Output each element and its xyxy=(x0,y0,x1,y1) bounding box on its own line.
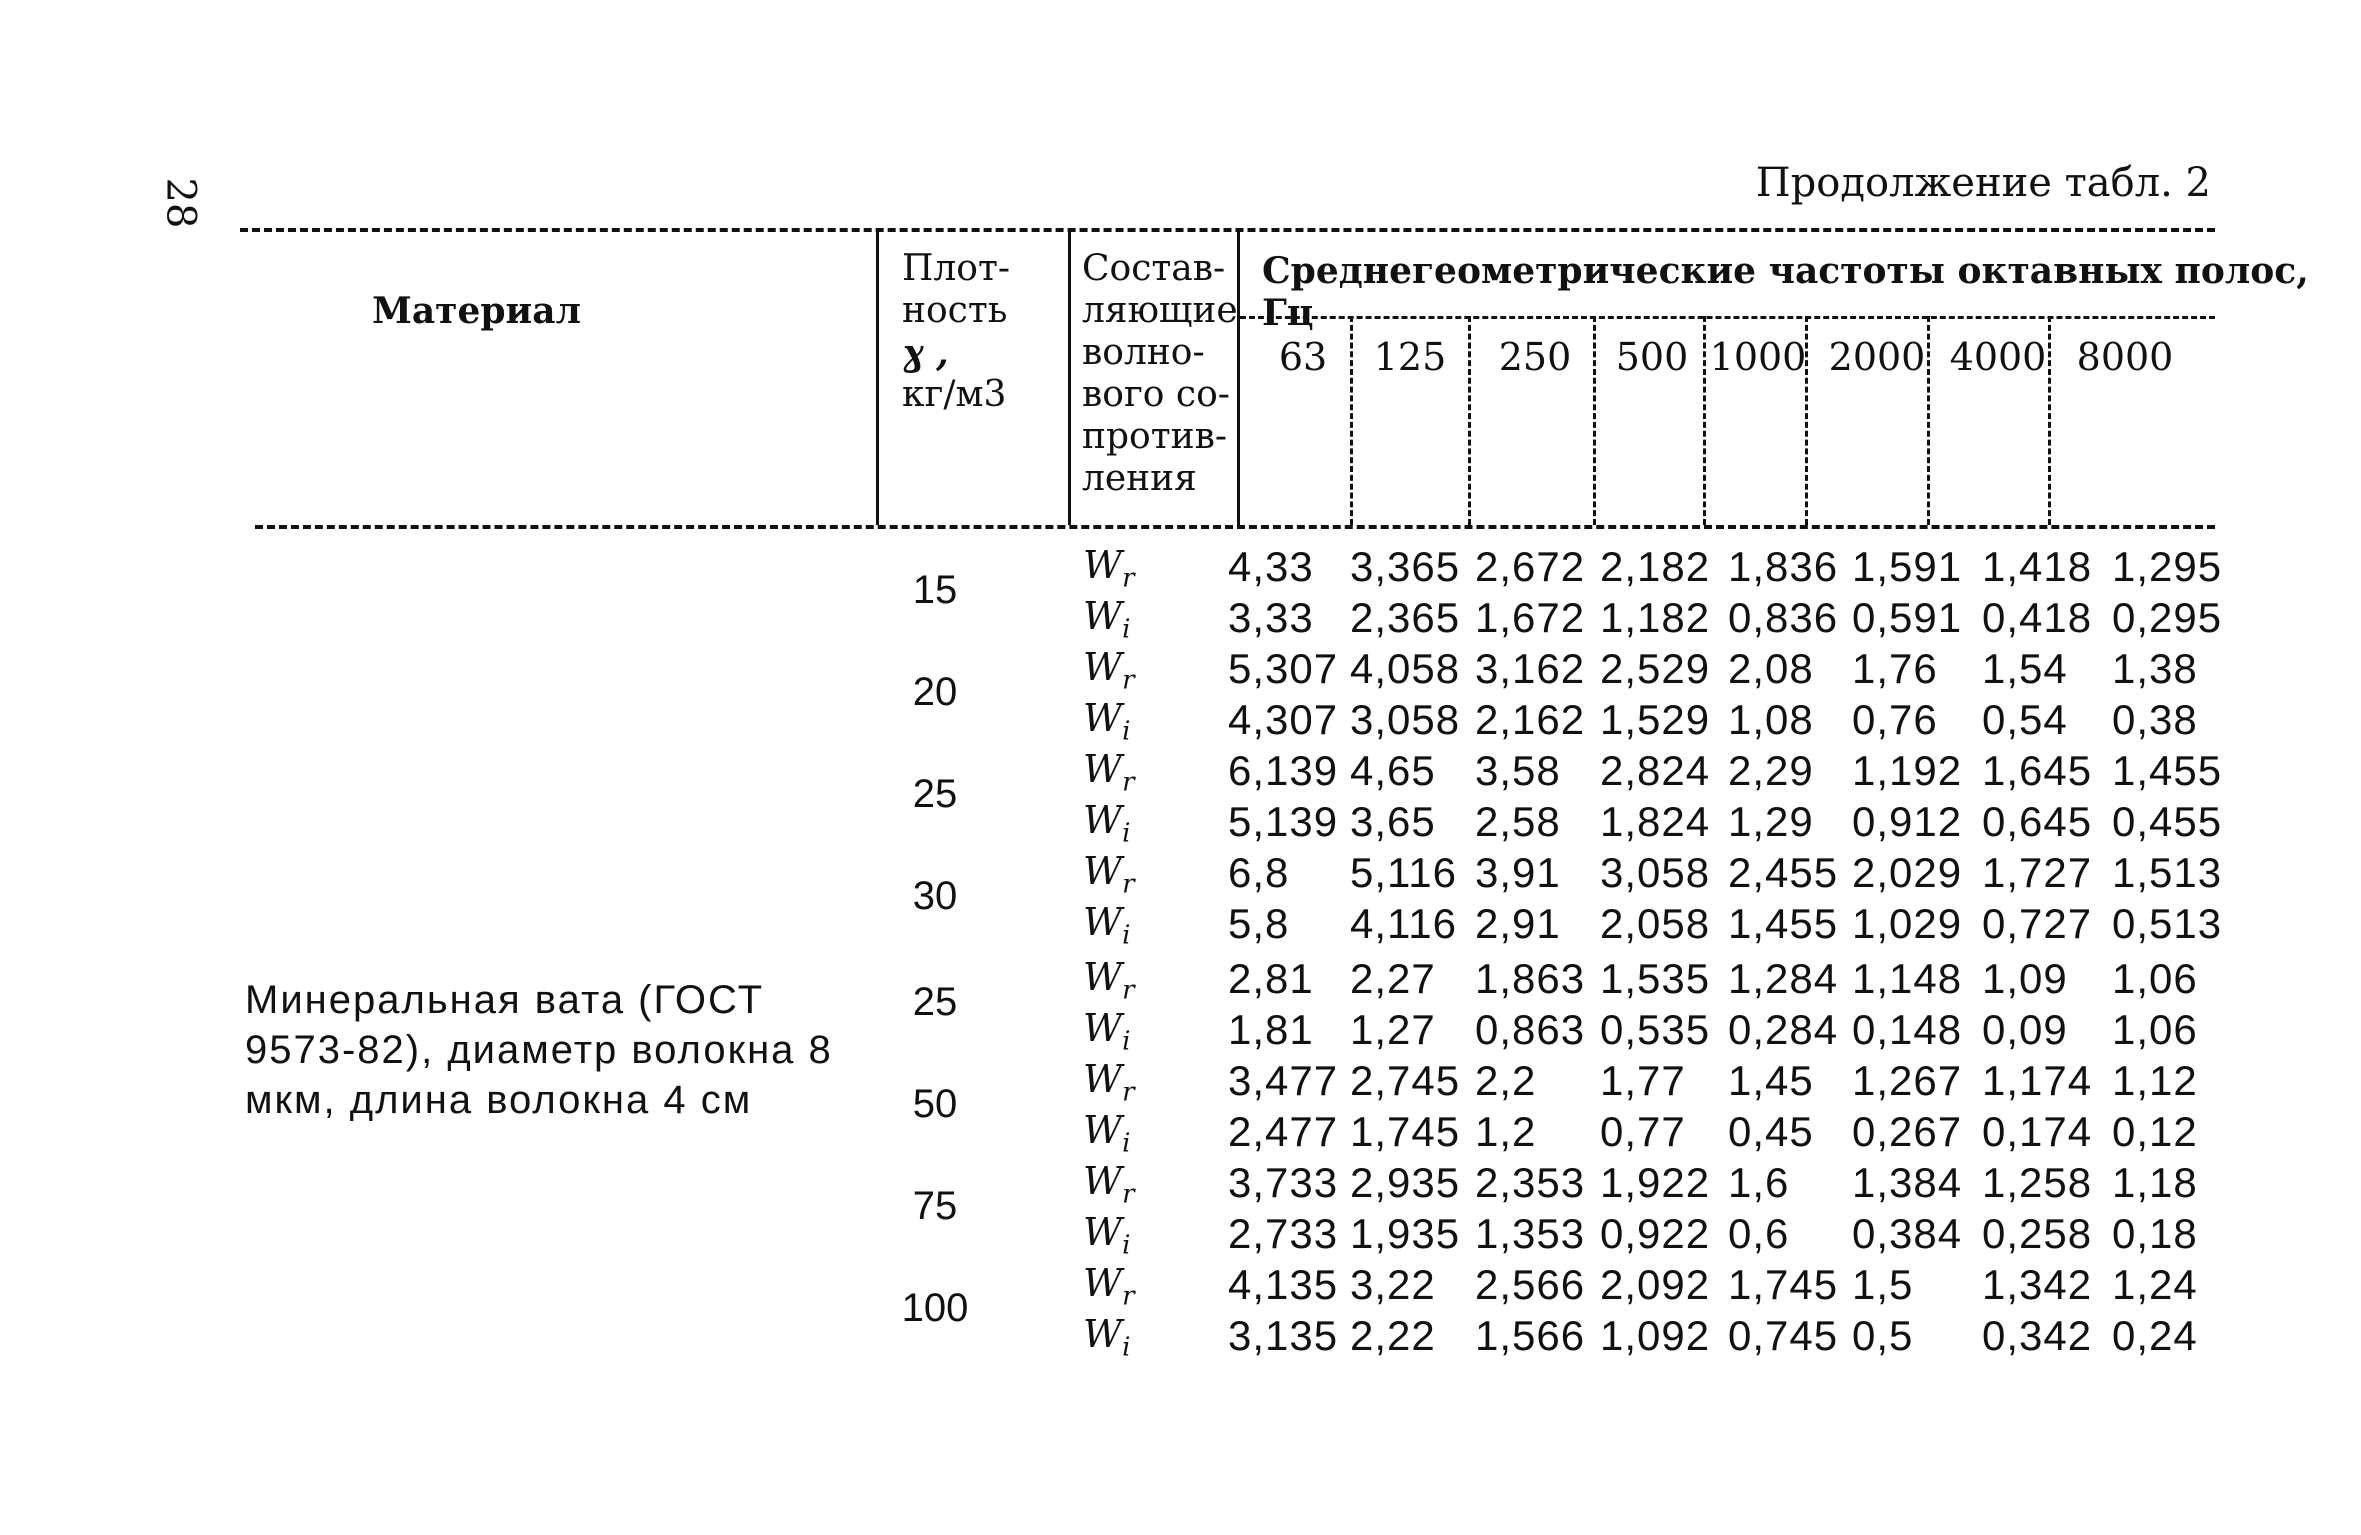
component-wi xyxy=(1083,900,1130,951)
header-component-line: вого со- xyxy=(1082,374,1230,415)
density-value: 20 xyxy=(912,670,958,714)
table-cell-wr: 2,182 xyxy=(1600,543,1711,590)
table-cell-wi: 5,139 xyxy=(1228,798,1339,845)
table-cell-wi: 1,566 xyxy=(1475,1312,1586,1359)
table-cell-wi: 0,591 xyxy=(1852,594,1963,641)
component-symbol: W xyxy=(1083,747,1123,791)
table-cell-wi: 0,513 xyxy=(2112,900,2223,947)
table-cell-wr: 2,529 xyxy=(1600,645,1711,692)
table-cell-wi: 0,12 xyxy=(2112,1108,2198,1155)
component-wr xyxy=(1083,849,1135,900)
component-symbol: W xyxy=(1083,1261,1123,1305)
page-number: 28 xyxy=(157,177,204,229)
table-cell-wr: 1,645 xyxy=(1982,747,2093,794)
header-frequency-group: Среднегеометрические частоты октавных полос, Гц xyxy=(1262,250,2309,334)
table-cell-wr: 1,836 xyxy=(1728,543,1839,590)
table-cell-wr: 2,2 xyxy=(1475,1057,1537,1104)
table-cell-wr: 1,863 xyxy=(1475,955,1586,1002)
component-subscript: r xyxy=(1122,1077,1135,1108)
header-divider-density xyxy=(1068,228,1071,525)
table-cell-wi: 1,672 xyxy=(1475,594,1586,641)
component-symbol: W xyxy=(1083,1006,1123,1050)
table-cell-wr: 1,267 xyxy=(1852,1057,1963,1104)
table-cell-wr: 3,22 xyxy=(1350,1261,1436,1308)
table-cell-wi: 0,148 xyxy=(1852,1006,1963,1053)
table-cell-wr: 2,81 xyxy=(1228,955,1314,1002)
table-cell-wi: 3,65 xyxy=(1350,798,1436,845)
table-cell-wi: 0,836 xyxy=(1728,594,1839,641)
component-wi xyxy=(1083,1210,1130,1261)
table-cell-wi: 2,22 xyxy=(1350,1312,1436,1359)
component-symbol: W xyxy=(1083,900,1123,944)
table-cell-wi: 3,135 xyxy=(1228,1312,1339,1359)
component-wi xyxy=(1083,1108,1130,1159)
component-subscript: r xyxy=(1122,665,1135,696)
table-cell-wi: 1,353 xyxy=(1475,1210,1586,1257)
component-symbol: W xyxy=(1083,1057,1123,1101)
table-cell-wr: 1,342 xyxy=(1982,1261,2093,1308)
density-value: 25 xyxy=(912,772,958,816)
table-cell-wi: 1,029 xyxy=(1852,900,1963,947)
table-cell-wr: 1,174 xyxy=(1982,1057,2093,1104)
component-symbol: W xyxy=(1083,849,1123,893)
freq-4000: 4000 xyxy=(1949,335,2047,379)
component-subscript: i xyxy=(1122,1332,1131,1363)
freq-250: 250 xyxy=(1498,335,1572,379)
component-subscript: r xyxy=(1122,869,1135,900)
component-subscript: i xyxy=(1122,1230,1131,1261)
component-symbol: W xyxy=(1083,645,1123,689)
table-cell-wr: 1,38 xyxy=(2112,645,2198,692)
table-cell-wr: 1,6 xyxy=(1728,1159,1790,1206)
table-cell-wi: 4,116 xyxy=(1350,900,1457,947)
density-value: 30 xyxy=(912,874,958,918)
component-wi xyxy=(1083,798,1130,849)
table-cell-wi: 1,824 xyxy=(1600,798,1711,845)
table-cell-wi: 0,535 xyxy=(1600,1006,1711,1053)
header-density xyxy=(902,248,1062,416)
component-symbol: W xyxy=(1083,1210,1123,1254)
table-cell-wi: 1,2 xyxy=(1475,1108,1537,1155)
freq-63: 63 xyxy=(1278,335,1328,379)
table-cell-wi: 0,45 xyxy=(1728,1108,1814,1155)
table-continuation-label: Продолжение табл. 2 xyxy=(1755,160,2211,206)
component-symbol: W xyxy=(1083,543,1123,587)
component-subscript: r xyxy=(1122,1281,1135,1312)
table-cell-wi: 0,455 xyxy=(2112,798,2223,845)
header-component-line: ления xyxy=(1082,458,1197,499)
component-wr xyxy=(1083,1159,1135,1210)
component-wr xyxy=(1083,1261,1135,1312)
table-cell-wr: 3,058 xyxy=(1600,849,1711,896)
component-wr xyxy=(1083,747,1135,798)
table-cell-wi: 5,8 xyxy=(1228,900,1290,947)
component-wr xyxy=(1083,955,1135,1006)
freq-divider-2 xyxy=(1468,316,1471,525)
component-symbol: W xyxy=(1083,1312,1123,1356)
component-subscript: i xyxy=(1122,1128,1131,1159)
table-cell-wi: 0,38 xyxy=(2112,696,2198,743)
component-symbol: W xyxy=(1083,696,1123,740)
table-cell-wr: 4,33 xyxy=(1228,543,1314,590)
table-cell-wr: 6,8 xyxy=(1228,849,1290,896)
table-cell-wr: 2,029 xyxy=(1852,849,1963,896)
table-cell-wi: 0,295 xyxy=(2112,594,2223,641)
table-cell-wr: 1,54 xyxy=(1982,645,2068,692)
table-cell-wr: 1,18 xyxy=(2112,1159,2198,1206)
component-subscript: i xyxy=(1122,614,1131,645)
component-symbol: W xyxy=(1083,798,1123,842)
header-component-line: волно- xyxy=(1082,332,1205,373)
table-cell-wr: 1,148 xyxy=(1852,955,1963,1002)
table-cell-wr: 2,092 xyxy=(1600,1261,1711,1308)
table-cell-wr: 1,922 xyxy=(1600,1159,1711,1206)
table-cell-wr: 1,418 xyxy=(1982,543,2093,590)
table-cell-wr: 1,535 xyxy=(1600,955,1711,1002)
table-cell-wr: 3,91 xyxy=(1475,849,1561,896)
header-density-line: ɣ , xyxy=(902,332,949,374)
table-cell-wi: 0,384 xyxy=(1852,1210,1963,1257)
table-cell-wr: 1,09 xyxy=(1982,955,2068,1002)
table-cell-wi: 0,174 xyxy=(1982,1108,2093,1155)
component-wi xyxy=(1083,1006,1130,1057)
table-cell-wr: 2,08 xyxy=(1728,645,1814,692)
freq-125: 125 xyxy=(1373,335,1447,379)
component-wr xyxy=(1083,543,1135,594)
table-cell-wr: 3,365 xyxy=(1350,543,1461,590)
table-cell-wr: 6,139 xyxy=(1228,747,1339,794)
header-component xyxy=(1082,248,1242,500)
component-wi xyxy=(1083,594,1130,645)
table-cell-wi: 1,092 xyxy=(1600,1312,1711,1359)
table-cell-wr: 1,06 xyxy=(2112,955,2198,1002)
table-cell-wr: 3,733 xyxy=(1228,1159,1339,1206)
header-component-line: Состав- xyxy=(1082,248,1226,289)
table-cell-wr: 1,5 xyxy=(1852,1261,1914,1308)
table-cell-wr: 1,295 xyxy=(2112,543,2223,590)
table-cell-wr: 4,135 xyxy=(1228,1261,1339,1308)
table-cell-wr: 1,258 xyxy=(1982,1159,2093,1206)
table-cell-wi: 0,267 xyxy=(1852,1108,1963,1155)
table-cell-wi: 0,745 xyxy=(1728,1312,1839,1359)
table-cell-wi: 2,733 xyxy=(1228,1210,1339,1257)
table-cell-wr: 1,745 xyxy=(1728,1261,1839,1308)
table-cell-wr: 1,384 xyxy=(1852,1159,1963,1206)
table-cell-wi: 1,27 xyxy=(1350,1006,1436,1053)
table-cell-wr: 2,566 xyxy=(1475,1261,1586,1308)
table-cell-wi: 0,863 xyxy=(1475,1006,1586,1053)
table-cell-wi: 3,058 xyxy=(1350,696,1461,743)
table-cell-wr: 1,24 xyxy=(2112,1261,2198,1308)
table-cell-wr: 3,58 xyxy=(1475,747,1561,794)
freq-500: 500 xyxy=(1615,335,1689,379)
table-cell-wi: 0,6 xyxy=(1728,1210,1790,1257)
header-bottom-rule xyxy=(255,525,2215,529)
component-subscript: i xyxy=(1122,818,1131,849)
component-wr xyxy=(1083,1057,1135,1108)
header-component-line: против- xyxy=(1082,416,1228,457)
component-subscript: i xyxy=(1122,716,1131,747)
table-cell-wi: 0,77 xyxy=(1600,1108,1686,1155)
table-cell-wr: 1,727 xyxy=(1982,849,2093,896)
header-divider-material xyxy=(876,228,879,525)
density-value: 25 xyxy=(912,980,958,1024)
table-cell-wi: 4,307 xyxy=(1228,696,1339,743)
table-cell-wi: 0,912 xyxy=(1852,798,1963,845)
table-cell-wi: 2,91 xyxy=(1475,900,1561,947)
component-subscript: r xyxy=(1122,767,1135,798)
table-cell-wi: 0,09 xyxy=(1982,1006,2068,1053)
component-wi xyxy=(1083,696,1130,747)
component-symbol: W xyxy=(1083,1108,1123,1152)
header-top-rule xyxy=(240,228,2215,232)
table-cell-wi: 0,54 xyxy=(1982,696,2068,743)
component-subscript: r xyxy=(1122,563,1135,594)
table-cell-wi: 1,935 xyxy=(1350,1210,1461,1257)
table-cell-wi: 0,258 xyxy=(1982,1210,2093,1257)
table-cell-wr: 1,284 xyxy=(1728,955,1839,1002)
header-material: Материал xyxy=(372,290,581,332)
table-cell-wi: 0,922 xyxy=(1600,1210,1711,1257)
table-cell-wr: 2,353 xyxy=(1475,1159,1586,1206)
table-cell-wi: 0,727 xyxy=(1982,900,2093,947)
table-cell-wr: 1,77 xyxy=(1600,1057,1686,1104)
table-cell-wi: 2,365 xyxy=(1350,594,1461,641)
table-cell-wi: 2,058 xyxy=(1600,900,1711,947)
table-cell-wr: 2,29 xyxy=(1728,747,1814,794)
component-symbol: W xyxy=(1083,594,1123,638)
component-symbol: W xyxy=(1083,1159,1123,1203)
table-cell-wr: 2,824 xyxy=(1600,747,1711,794)
table-cell-wr: 2,935 xyxy=(1350,1159,1461,1206)
table-cell-wr: 5,307 xyxy=(1228,645,1339,692)
table-cell-wi: 2,162 xyxy=(1475,696,1586,743)
table-cell-wi: 0,645 xyxy=(1982,798,2093,845)
header-density-line: Плот- xyxy=(902,248,1011,289)
freq-divider-3 xyxy=(1593,316,1596,525)
table-cell-wi: 2,58 xyxy=(1475,798,1561,845)
component-subscript: i xyxy=(1122,1026,1131,1057)
table-cell-wr: 5,116 xyxy=(1350,849,1457,896)
component-subscript: r xyxy=(1122,975,1135,1006)
table-cell-wr: 1,513 xyxy=(2112,849,2223,896)
table-cell-wr: 1,591 xyxy=(1852,543,1963,590)
table-cell-wi: 0,418 xyxy=(1982,594,2093,641)
table-cell-wi: 0,18 xyxy=(2112,1210,2198,1257)
component-subscript: i xyxy=(1122,920,1131,951)
table-cell-wi: 1,182 xyxy=(1600,594,1711,641)
table-cell-wr: 4,65 xyxy=(1350,747,1436,794)
table-cell-wi: 1,81 xyxy=(1228,1006,1314,1053)
table-cell-wi: 1,08 xyxy=(1728,696,1814,743)
table-cell-wi: 1,745 xyxy=(1350,1108,1461,1155)
table-cell-wr: 2,27 xyxy=(1350,955,1436,1002)
density-value: 100 xyxy=(901,1286,969,1330)
freq-1000: 1000 xyxy=(1709,335,1807,379)
table-cell-wr: 1,12 xyxy=(2112,1057,2198,1104)
table-cell-wr: 2,745 xyxy=(1350,1057,1461,1104)
header-component-line: ляющие xyxy=(1082,290,1238,331)
table-cell-wi: 0,24 xyxy=(2112,1312,2198,1359)
table-cell-wr: 2,672 xyxy=(1475,543,1586,590)
table-cell-wi: 1,06 xyxy=(2112,1006,2198,1053)
component-symbol: W xyxy=(1083,955,1123,999)
table-cell-wi: 1,529 xyxy=(1600,696,1711,743)
table-cell-wi: 1,29 xyxy=(1728,798,1814,845)
component-wi xyxy=(1083,1312,1130,1363)
freq-8000: 8000 xyxy=(2076,335,2174,379)
table-cell-wi: 0,5 xyxy=(1852,1312,1914,1359)
table-cell-wi: 3,33 xyxy=(1228,594,1314,641)
density-value: 15 xyxy=(912,568,958,612)
table-cell-wr: 4,058 xyxy=(1350,645,1461,692)
table-cell-wi: 1,455 xyxy=(1728,900,1839,947)
header-density-line: кг/м3 xyxy=(902,374,1007,415)
table-cell-wi: 2,477 xyxy=(1228,1108,1339,1155)
freq-2000: 2000 xyxy=(1828,335,1926,379)
table-cell-wr: 3,477 xyxy=(1228,1057,1339,1104)
table-cell-wr: 1,455 xyxy=(2112,747,2223,794)
table-cell-wr: 1,45 xyxy=(1728,1057,1814,1104)
table-cell-wr: 3,162 xyxy=(1475,645,1586,692)
component-subscript: r xyxy=(1122,1179,1135,1210)
table-cell-wr: 1,76 xyxy=(1852,645,1938,692)
table-cell-wi: 0,342 xyxy=(1982,1312,2093,1359)
header-density-line: ность xyxy=(902,290,1008,331)
component-wr xyxy=(1083,645,1135,696)
table-cell-wr: 2,455 xyxy=(1728,849,1839,896)
table-cell-wi: 0,76 xyxy=(1852,696,1938,743)
table-cell-wi: 0,284 xyxy=(1728,1006,1839,1053)
density-value: 75 xyxy=(912,1184,958,1228)
density-value: 50 xyxy=(912,1082,958,1126)
material-description: Минеральная вата (ГОСТ 9573-82), диаметр волокна 8 мкм, длина волокна 4 см xyxy=(245,978,833,1122)
table-cell-wr: 1,192 xyxy=(1852,747,1963,794)
